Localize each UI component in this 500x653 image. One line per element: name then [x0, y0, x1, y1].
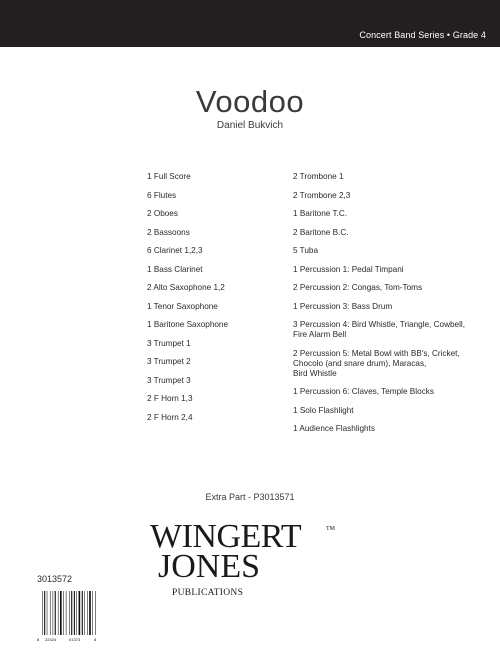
- barcode-digits-group-2: 01373: [69, 637, 81, 642]
- part-item: 3 Percussion 4: Bird Whistle, Triangle, Cowbell, Fire Alarm Bell: [293, 320, 466, 339]
- logo-publications: PUBLICATIONS: [172, 588, 244, 598]
- part-item: 1 Full Score: [147, 172, 191, 181]
- part-item: 2 Trombone 1: [293, 172, 344, 181]
- logo-line-2: JONES: [158, 548, 261, 585]
- part-item: 1 Baritone T.C.: [293, 209, 348, 218]
- barcode-bar: [95, 591, 96, 635]
- header-bar: [0, 0, 500, 47]
- part-item: 2 Baritone B.C.: [293, 227, 349, 237]
- barcode-bar: [55, 591, 56, 635]
- barcode-bar: [87, 591, 88, 635]
- barcode-bar: [44, 591, 45, 635]
- barcode-bar: [50, 591, 51, 635]
- barcode-bar: [89, 591, 91, 635]
- part-item: 1 Bass Clarinet: [147, 264, 203, 274]
- composer-name: Daniel Bukvich: [216, 120, 284, 131]
- barcode-bar: [63, 591, 64, 635]
- logo-trademark: TM: [326, 526, 335, 532]
- part-item: 5 Tuba: [293, 246, 319, 255]
- barcode-bar: [84, 591, 85, 635]
- part-item: 2 Percussion 5: Metal Bowl with BB's, Cricket, Chocolo (and snare drum), Maracas, Bird Whistle: [293, 348, 460, 378]
- barcode-digit-right: 8: [94, 637, 97, 642]
- catalog-number: 3013572: [37, 574, 73, 584]
- part-item: 1 Baritone Saxophone: [147, 320, 229, 329]
- barcode-digits-group-1: 22424: [45, 637, 57, 642]
- barcode-bar: [66, 591, 67, 635]
- part-item: 1 Tenor Saxophone: [147, 301, 218, 311]
- barcode-bar: [58, 591, 59, 635]
- barcode-bar: [92, 591, 93, 635]
- series-label: Concert Band Series • Grade 4: [359, 30, 486, 40]
- part-item: 3 Trumpet 2: [147, 357, 191, 366]
- page-title: Voodoo: [195, 84, 305, 119]
- barcode-bar: [60, 591, 62, 635]
- barcode-bar: [71, 591, 72, 635]
- part-item: 2 F Horn 1,3: [147, 394, 193, 403]
- part-item: 3 Trumpet 1: [147, 338, 191, 348]
- part-item: 2 F Horn 2,4: [147, 412, 193, 422]
- part-item: 1 Percussion 3: Bass Drum: [293, 301, 393, 311]
- part-item: 6 Flutes: [147, 190, 177, 200]
- part-item: 6 Clarinet 1,2,3: [147, 246, 203, 255]
- barcode-bar: [42, 591, 43, 635]
- barcode-bar: [76, 591, 77, 635]
- part-item: 3 Trumpet 3: [147, 375, 191, 385]
- part-item: 2 Trombone 2,3: [293, 190, 351, 200]
- part-item: 2 Bassoons: [147, 227, 190, 237]
- barcode-bar: [79, 591, 81, 635]
- part-item: 1 Solo Flashlight: [293, 405, 354, 415]
- barcode-digit-left: 8: [37, 637, 40, 642]
- barcode: [36, 588, 99, 643]
- parts-list-left: [147, 172, 277, 431]
- publisher-logo: [150, 520, 350, 600]
- part-item: 1 Percussion 6: Claves, Temple Blocks: [293, 387, 434, 396]
- extra-part-label: Extra Part - P3013571: [205, 492, 295, 502]
- logo-line-1: WINGERT: [150, 518, 302, 555]
- barcode-bar: [82, 591, 83, 635]
- barcode-bar: [53, 591, 54, 635]
- parts-list-right: [293, 172, 493, 443]
- part-item: 1 Percussion 1: Pedal Timpani: [293, 264, 404, 274]
- barcode-bar: [47, 591, 48, 635]
- barcode-bar: [74, 591, 75, 635]
- part-item: 2 Alto Saxophone 1,2: [147, 283, 225, 292]
- part-item: 1 Audience Flashlights: [293, 424, 375, 433]
- part-item: 2 Oboes: [147, 209, 178, 218]
- barcode-bar: [69, 591, 70, 635]
- part-item: 2 Percussion 2: Congas, Tom-Toms: [293, 283, 423, 292]
